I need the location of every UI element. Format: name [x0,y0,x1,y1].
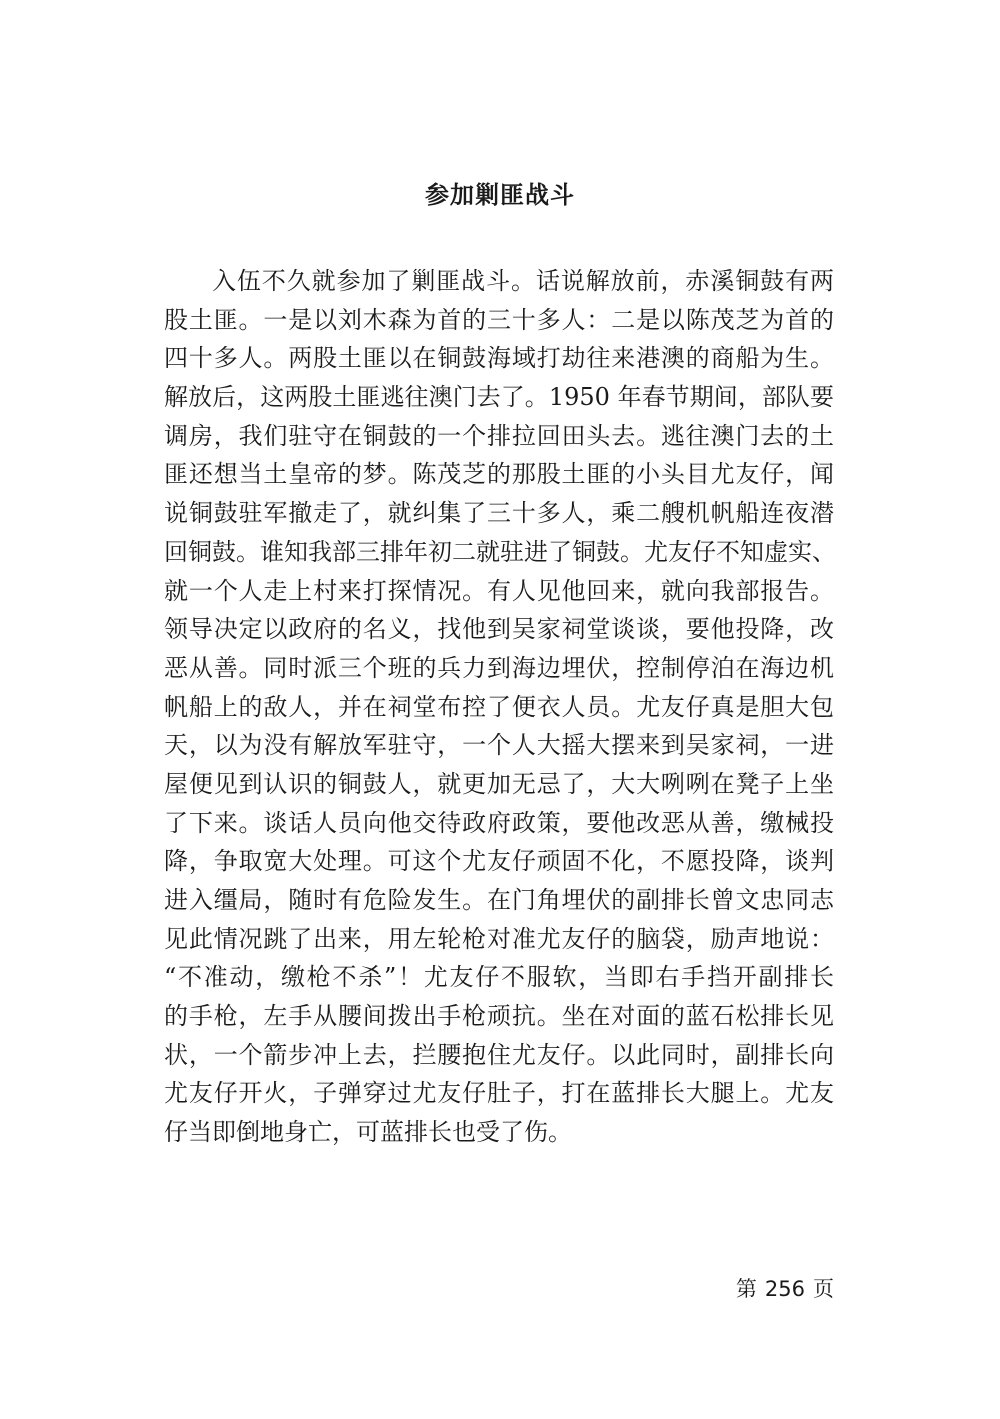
text-line: 屋便见到认识的铜鼓人，就更加无忌了，大大咧咧在凳子上坐 [164,769,834,798]
text-line: 四十多人。两股土匪以在铜鼓海域打劫往来港澳的商船为生。 [164,344,834,373]
text-line: 见此情况跳了出来，用左轮枪对准尤友仔的脑袋，励声地说： [164,924,834,953]
text-line: 了下来。谈话人员向他交待政府政策，要他改恶从善，缴械投 [164,808,834,837]
text-line: “不准动，缴枪不杀”！尤友仔不服软，当即右手挡开副排长 [164,963,834,992]
page-number: 256 [764,1277,805,1301]
page-footer [736,1274,834,1304]
text-line: 尤友仔开火，子弹穿过尤友仔肚子，打在蓝排长大腿上。尤友 [164,1079,834,1108]
text-line: 的手枪，左手从腰间拨出手枪顽抗。坐在对面的蓝石松排长见 [164,1002,834,1031]
text-line: 恶从善。同时派三个班的兵力到海边埋伏，控制停泊在海边机 [164,653,834,682]
text-line: 状，一个箭步冲上去，拦腰抱住尤友仔。以此同时，副排长向 [164,1040,834,1069]
text-line: 入伍不久就参加了剿匪战斗。话说解放前，赤溪铜鼓有两 [212,267,834,295]
text-line: 仔当即倒地身亡，可蓝排长也受了伤。 [164,1118,572,1147]
text-line: 天，以为没有解放军驻守，一个人大摇大摆来到吴家祠，一进 [164,731,834,760]
text-line: 股土匪。一是以刘木森为首的三十多人：二是以陈茂芝为首的 [164,305,834,334]
text-line: 领导决定以政府的名义，找他到吴家祠堂谈谈，要他投降，改 [164,615,834,644]
text-line: 就一个人走上村来打探情况。有人见他回来，就向我部报告。 [164,576,834,605]
text-line: 进入缰局，随时有危险发生。在门角埋伏的副排长曾文忠同志 [164,886,834,914]
text-line: 调房，我们驻守在铜鼓的一个排拉回田头去。逃往澳门去的土 [164,421,834,450]
page-number-suffix: 页 [813,1277,834,1301]
chapter-title: 参加剿匪战斗 [425,181,575,209]
text-line: 帆船上的敌人，并在祠堂布控了便衣人员。尤友仔真是胆大包 [164,692,834,721]
text-line: 说铜鼓驻军撤走了，就纠集了三十多人，乘二艘机帆船连夜潜 [164,499,834,528]
text-line: 降，争取宽大处理。可这个尤友仔顽固不化，不愿投降，谈判 [164,847,834,876]
text-line: 匪还想当土皇帝的梦。陈茂芝的那股土匪的小头目尤友仔，闻 [164,460,834,489]
text-line: 解放后，这两股土匪逃往澳门去了。1950 年春节期间，部队要 [164,383,834,412]
text-line: 回铜鼓。谁知我部三排年初二就驻进了铜鼓。尤友仔不知虚实、 [164,537,836,566]
body-paragraph [164,262,834,1152]
page-number-prefix: 第 [735,1277,757,1301]
